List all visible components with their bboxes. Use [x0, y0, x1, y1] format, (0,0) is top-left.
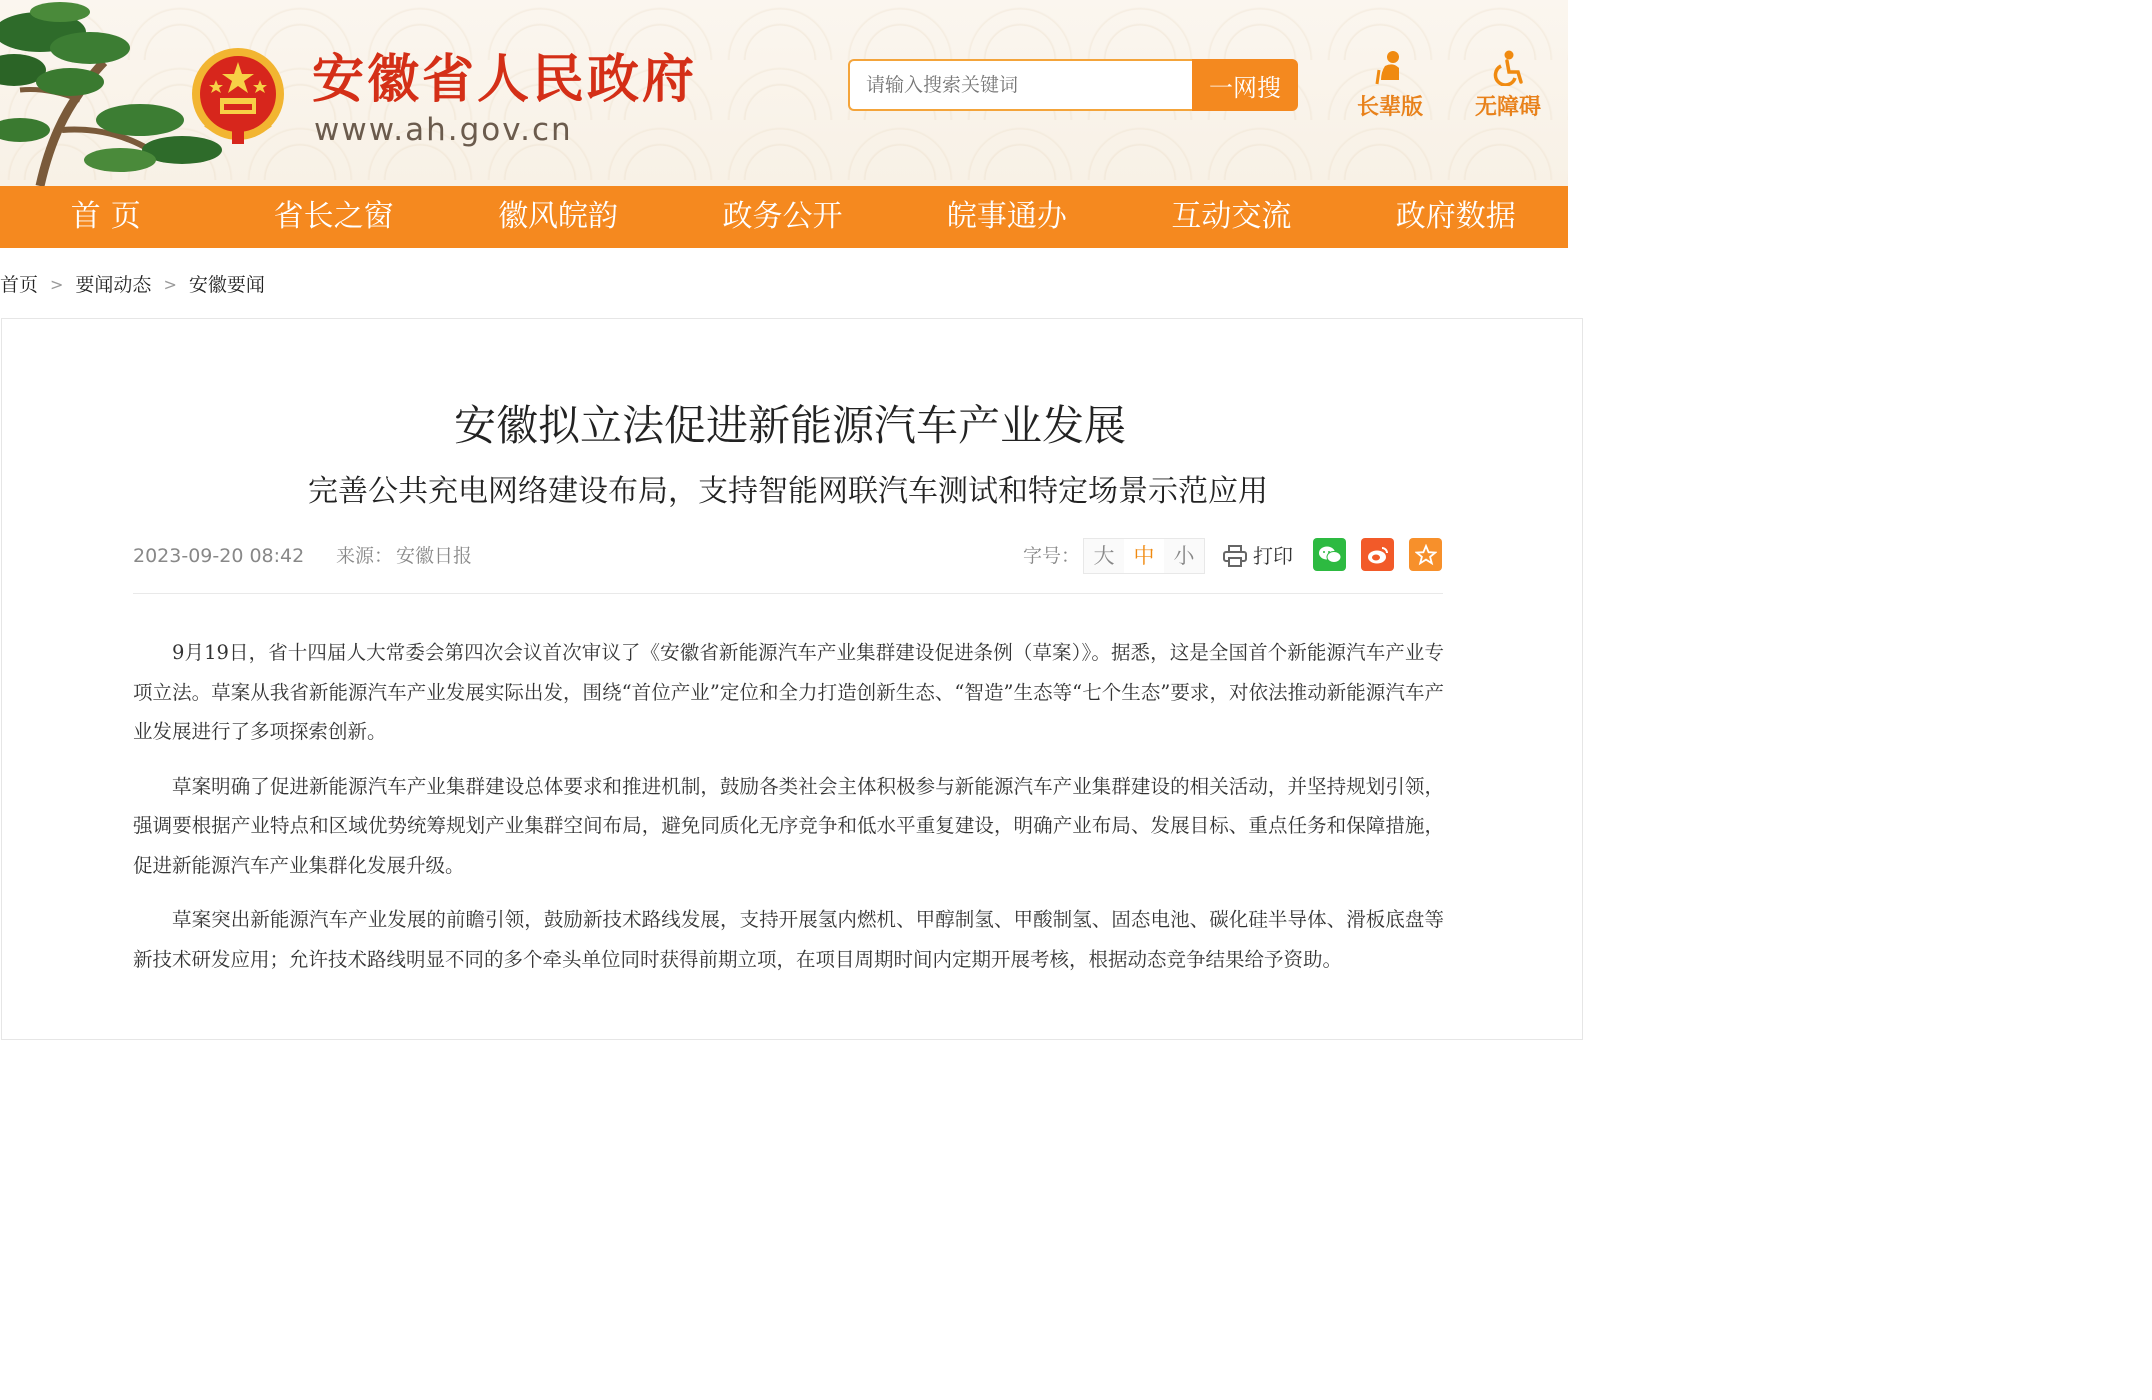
search-box	[848, 59, 1300, 111]
font-size-medium[interactable]: 中	[1124, 539, 1164, 573]
site-title[interactable]: 安徽省人民政府	[312, 49, 698, 110]
national-emblem-icon	[186, 44, 290, 148]
print-button[interactable]	[1223, 534, 1293, 578]
article-subtitle: 完善公共充电网络建设布局，支持智能网联汽车测试和特定场景示范应用	[308, 474, 1268, 509]
nav-item-governor[interactable]: 省长之窗	[273, 199, 394, 234]
breadcrumb-anhui-news[interactable]: 安徽要闻	[188, 274, 265, 296]
nav-item-services[interactable]: 皖事通办	[946, 199, 1067, 234]
article-meta	[133, 534, 1443, 578]
wheelchair-icon	[1491, 50, 1525, 86]
share-weibo-button[interactable]	[1361, 538, 1394, 571]
breadcrumb	[0, 270, 265, 300]
article-title: 安徽拟立法促进新能源汽车产业发展	[453, 401, 1126, 450]
nav-item-culture[interactable]: 徽风皖韵	[498, 199, 619, 234]
search-button[interactable]: 一网搜	[1192, 59, 1298, 111]
share-wechat-button[interactable]	[1313, 538, 1346, 571]
nav-item-gov-data[interactable]: 政府数据	[1395, 199, 1516, 234]
weibo-icon	[1366, 545, 1390, 565]
source-label: 来源：	[336, 545, 394, 567]
wechat-icon	[1318, 545, 1342, 565]
font-size-small[interactable]: 小	[1164, 539, 1204, 573]
elder-person-icon	[1373, 50, 1407, 86]
font-size-switcher	[1083, 538, 1205, 574]
site-url: www.ah.gov.cn	[314, 112, 573, 148]
chevron-right-icon: >	[50, 275, 64, 294]
print-label: 打印	[1253, 544, 1293, 568]
search-input[interactable]	[848, 59, 1192, 111]
nav-item-home[interactable]: 首页	[70, 199, 151, 234]
nav-item-gov-affairs[interactable]: 政务公开	[722, 199, 843, 234]
meta-divider	[133, 593, 1443, 594]
site-header	[0, 0, 1568, 186]
breadcrumb-news[interactable]: 要闻动态	[75, 274, 152, 296]
share-favorite-button[interactable]	[1409, 538, 1442, 571]
printer-icon	[1223, 545, 1247, 567]
star-icon	[1415, 544, 1437, 566]
accessible-mode-label: 无障碍	[1474, 95, 1541, 120]
article-date: 2023-09-20 08:42	[133, 545, 305, 567]
elder-mode-button[interactable]	[1345, 50, 1435, 130]
elder-mode-label: 长辈版	[1356, 95, 1423, 120]
article-paragraph: 草案突出新能源汽车产业发展的前瞻引领，鼓励新技术路线发展，支持开展氢内燃机、甲醇制氢、甲酸制氢、固态电池、碳化硅半导体、滑板底盘等新技术研发应用；允许技术路线明显不同的多个牵头单位同时获得前期立项，在项目周期时间内定期开展考核，根据动态竞争结果给予资助。	[133, 908, 1444, 971]
font-size-label: 字号：	[1023, 545, 1081, 567]
breadcrumb-home[interactable]: 首页	[0, 274, 39, 296]
font-size-large[interactable]: 大	[1084, 539, 1124, 573]
chevron-right-icon: >	[163, 275, 177, 294]
article-source: 安徽日报	[396, 545, 473, 567]
article-paragraph: 9月19日，省十四届人大常委会第四次会议首次审议了《安徽省新能源汽车产业集群建设促进条例（草案）》。据悉，这是全国首个新能源汽车产业专项立法。草案从我省新能源汽车产业发展实际出发，围绕“首位产业”定位和全力打造创新生态、“智造”生态等“七个生态”要求，对依法推动新能源汽车产业发展进行了多项探索创新。	[133, 641, 1444, 743]
nav-item-interaction[interactable]: 互动交流	[1171, 199, 1292, 234]
article-body	[133, 633, 1444, 994]
accessible-mode-button[interactable]	[1463, 50, 1553, 130]
article-paragraph: 草案明确了促进新能源汽车产业集群建设总体要求和推进机制，鼓励各类社会主体积极参与新能源汽车产业集群建设的相关活动，并坚持规划引领，强调要根据产业特点和区域优势统筹规划产业集群空间布局，避免同质化无序竞争和低水平重复建设，明确产业布局、发展目标、重点任务和保障措施，促进新能源汽车产业集群化发展升级。	[133, 774, 1444, 877]
main-nav	[0, 186, 1568, 248]
